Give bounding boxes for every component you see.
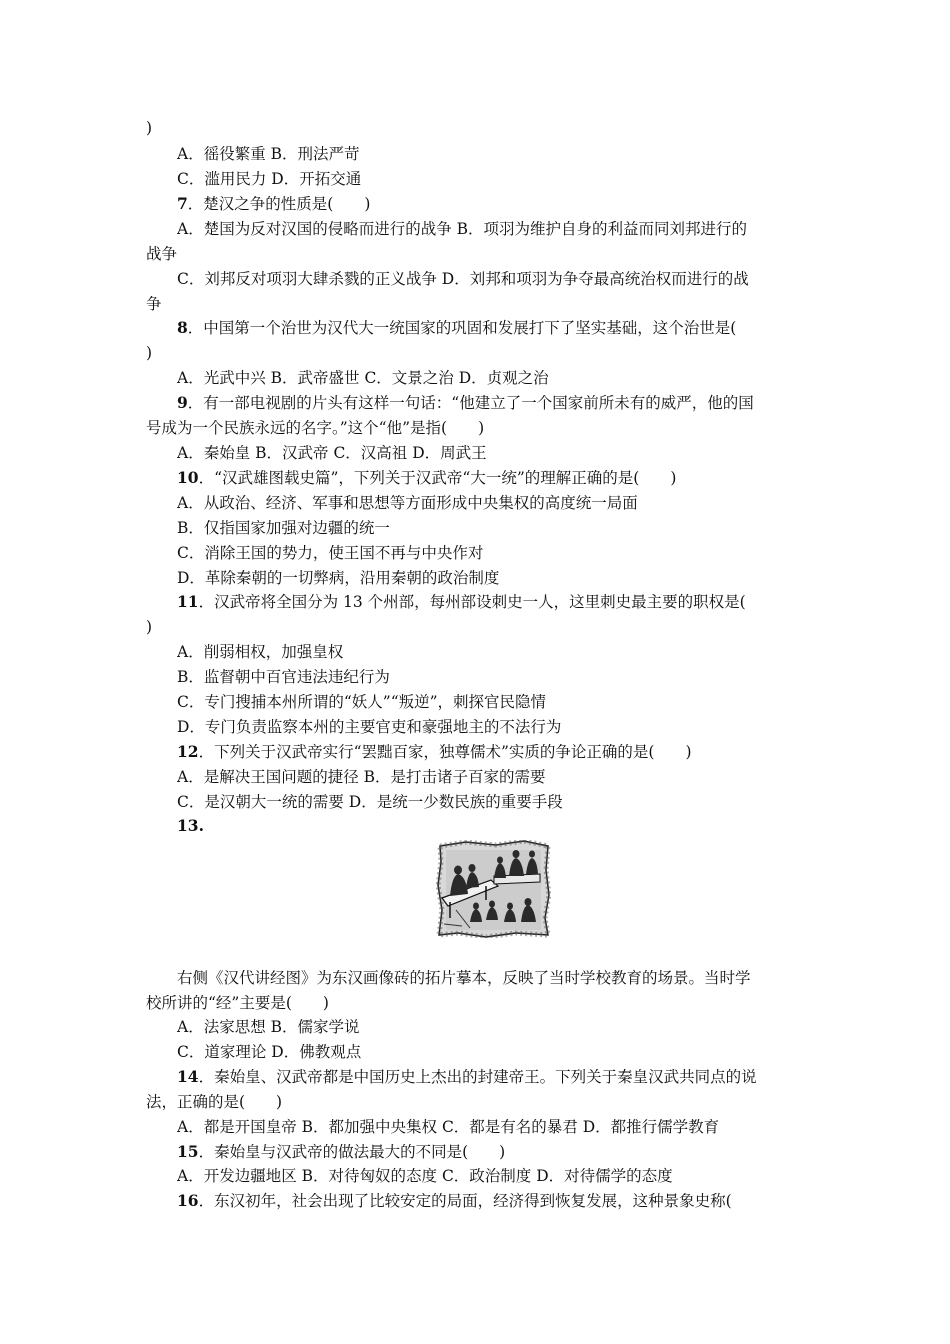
- question-10: 10．“汉武雄图载史篇”，下列关于汉武帝“大一统”的理解正确的是( ): [177, 468, 677, 487]
- question-8: 8．中国第一个治世为汉代大一统国家的巩固和发展打下了坚实基础，这个治世是(: [177, 318, 737, 337]
- option-line: C．消除王国的势力，使王国不再与中央作对: [177, 544, 484, 562]
- text-line: ): [146, 618, 153, 636]
- question-14: 14．秦始皇、汉武帝都是中国历史上杰出的封建帝王。下列关于秦皇汉武共同点的说: [177, 1067, 757, 1086]
- option-line: D．专门负责监察本州的主要官吏和豪强地主的不法行为: [177, 718, 562, 736]
- option-line: A．都是开国皇帝 B．都加强中央集权 C．都是有名的暴君 D．都推行儒学教育: [177, 1118, 720, 1136]
- han-lecture-rubbing-image: [436, 840, 551, 938]
- text-line: 校所讲的“经”主要是( ): [146, 994, 329, 1012]
- option-line: C．专门搜捕本州所谓的“妖人”“叛逆”，刺探官民隐情: [177, 693, 547, 711]
- question-12: 12．下列关于汉武帝实行“罢黜百家，独尊儒术”实质的争论正确的是( ): [177, 742, 692, 761]
- option-line: C．是汉朝大一统的需要 D．是统一少数民族的重要手段: [177, 793, 563, 811]
- question-7: 7．楚汉之争的性质是( ): [177, 194, 371, 213]
- option-line: B．监督朝中百官违法违纪行为: [177, 668, 390, 686]
- text-line: 号成为一个民族永远的名字。”这个“他”是指( ): [146, 419, 485, 437]
- option-line: A．徭役繁重 B．刑法严苛: [177, 145, 360, 163]
- option-line: B．仅指国家加强对边疆的统一: [177, 519, 390, 537]
- option-line: C．刘邦反对项羽大肆杀戮的正义战争 D．刘邦和项羽为争夺最高统治权而进行的战: [177, 270, 749, 288]
- option-line: A．削弱相权，加强皇权: [177, 643, 344, 661]
- text-line: 法，正确的是( ): [146, 1093, 283, 1111]
- question-15: 15．秦始皇与汉武帝的做法最大的不同是( ): [177, 1142, 506, 1161]
- option-line: C．滥用民力 D．开拓交通: [177, 170, 362, 188]
- option-line: A．从政治、经济、军事和思想等方面形成中央集权的高度统一局面: [177, 494, 638, 512]
- option-line: A．是解决王国问题的捷径 B．是打击诸子百家的需要: [177, 768, 546, 786]
- question-9: 9．有一部电视剧的片头有这样一句话：“他建立了一个国家前所未有的威严，他的国: [177, 393, 754, 412]
- option-line: A．法家思想 B．儒家学说: [177, 1018, 360, 1036]
- option-line: A．光武中兴 B．武帝盛世 C．文景之治 D．贞观之治: [177, 369, 549, 387]
- option-line: A．秦始皇 B．汉武帝 C．汉高祖 D．周武王: [177, 444, 487, 462]
- text-line: ): [146, 119, 153, 137]
- question-11: 11．汉武帝将全国分为 13 个州部，每州部设刺史一人，这里刺史最主要的职权是(: [177, 592, 746, 611]
- text-line: 战争: [146, 245, 178, 263]
- text-line: ): [146, 344, 153, 362]
- option-line: C．道家理论 D．佛教观点: [177, 1043, 362, 1061]
- text-line: 争: [146, 295, 162, 313]
- option-line: D．革除秦朝的一切弊病，沿用秦朝的政治制度: [177, 569, 500, 587]
- option-line: A．楚国为反对汉国的侵略而进行的战争 B．项羽为维护自身的利益而同刘邦进行的: [177, 220, 748, 238]
- question-13: 13.: [177, 816, 204, 835]
- question-13-stem: 右侧《汉代讲经图》为东汉画像砖的拓片摹本，反映了当时学校教育的场景。当时学: [177, 969, 751, 987]
- option-line: A．开发边疆地区 B．对待匈奴的态度 C．政治制度 D．对待儒学的态度: [177, 1167, 673, 1185]
- question-16: 16．东汉初年，社会出现了比较安定的局面，经济得到恢复发展，这种景象史称(: [177, 1191, 732, 1210]
